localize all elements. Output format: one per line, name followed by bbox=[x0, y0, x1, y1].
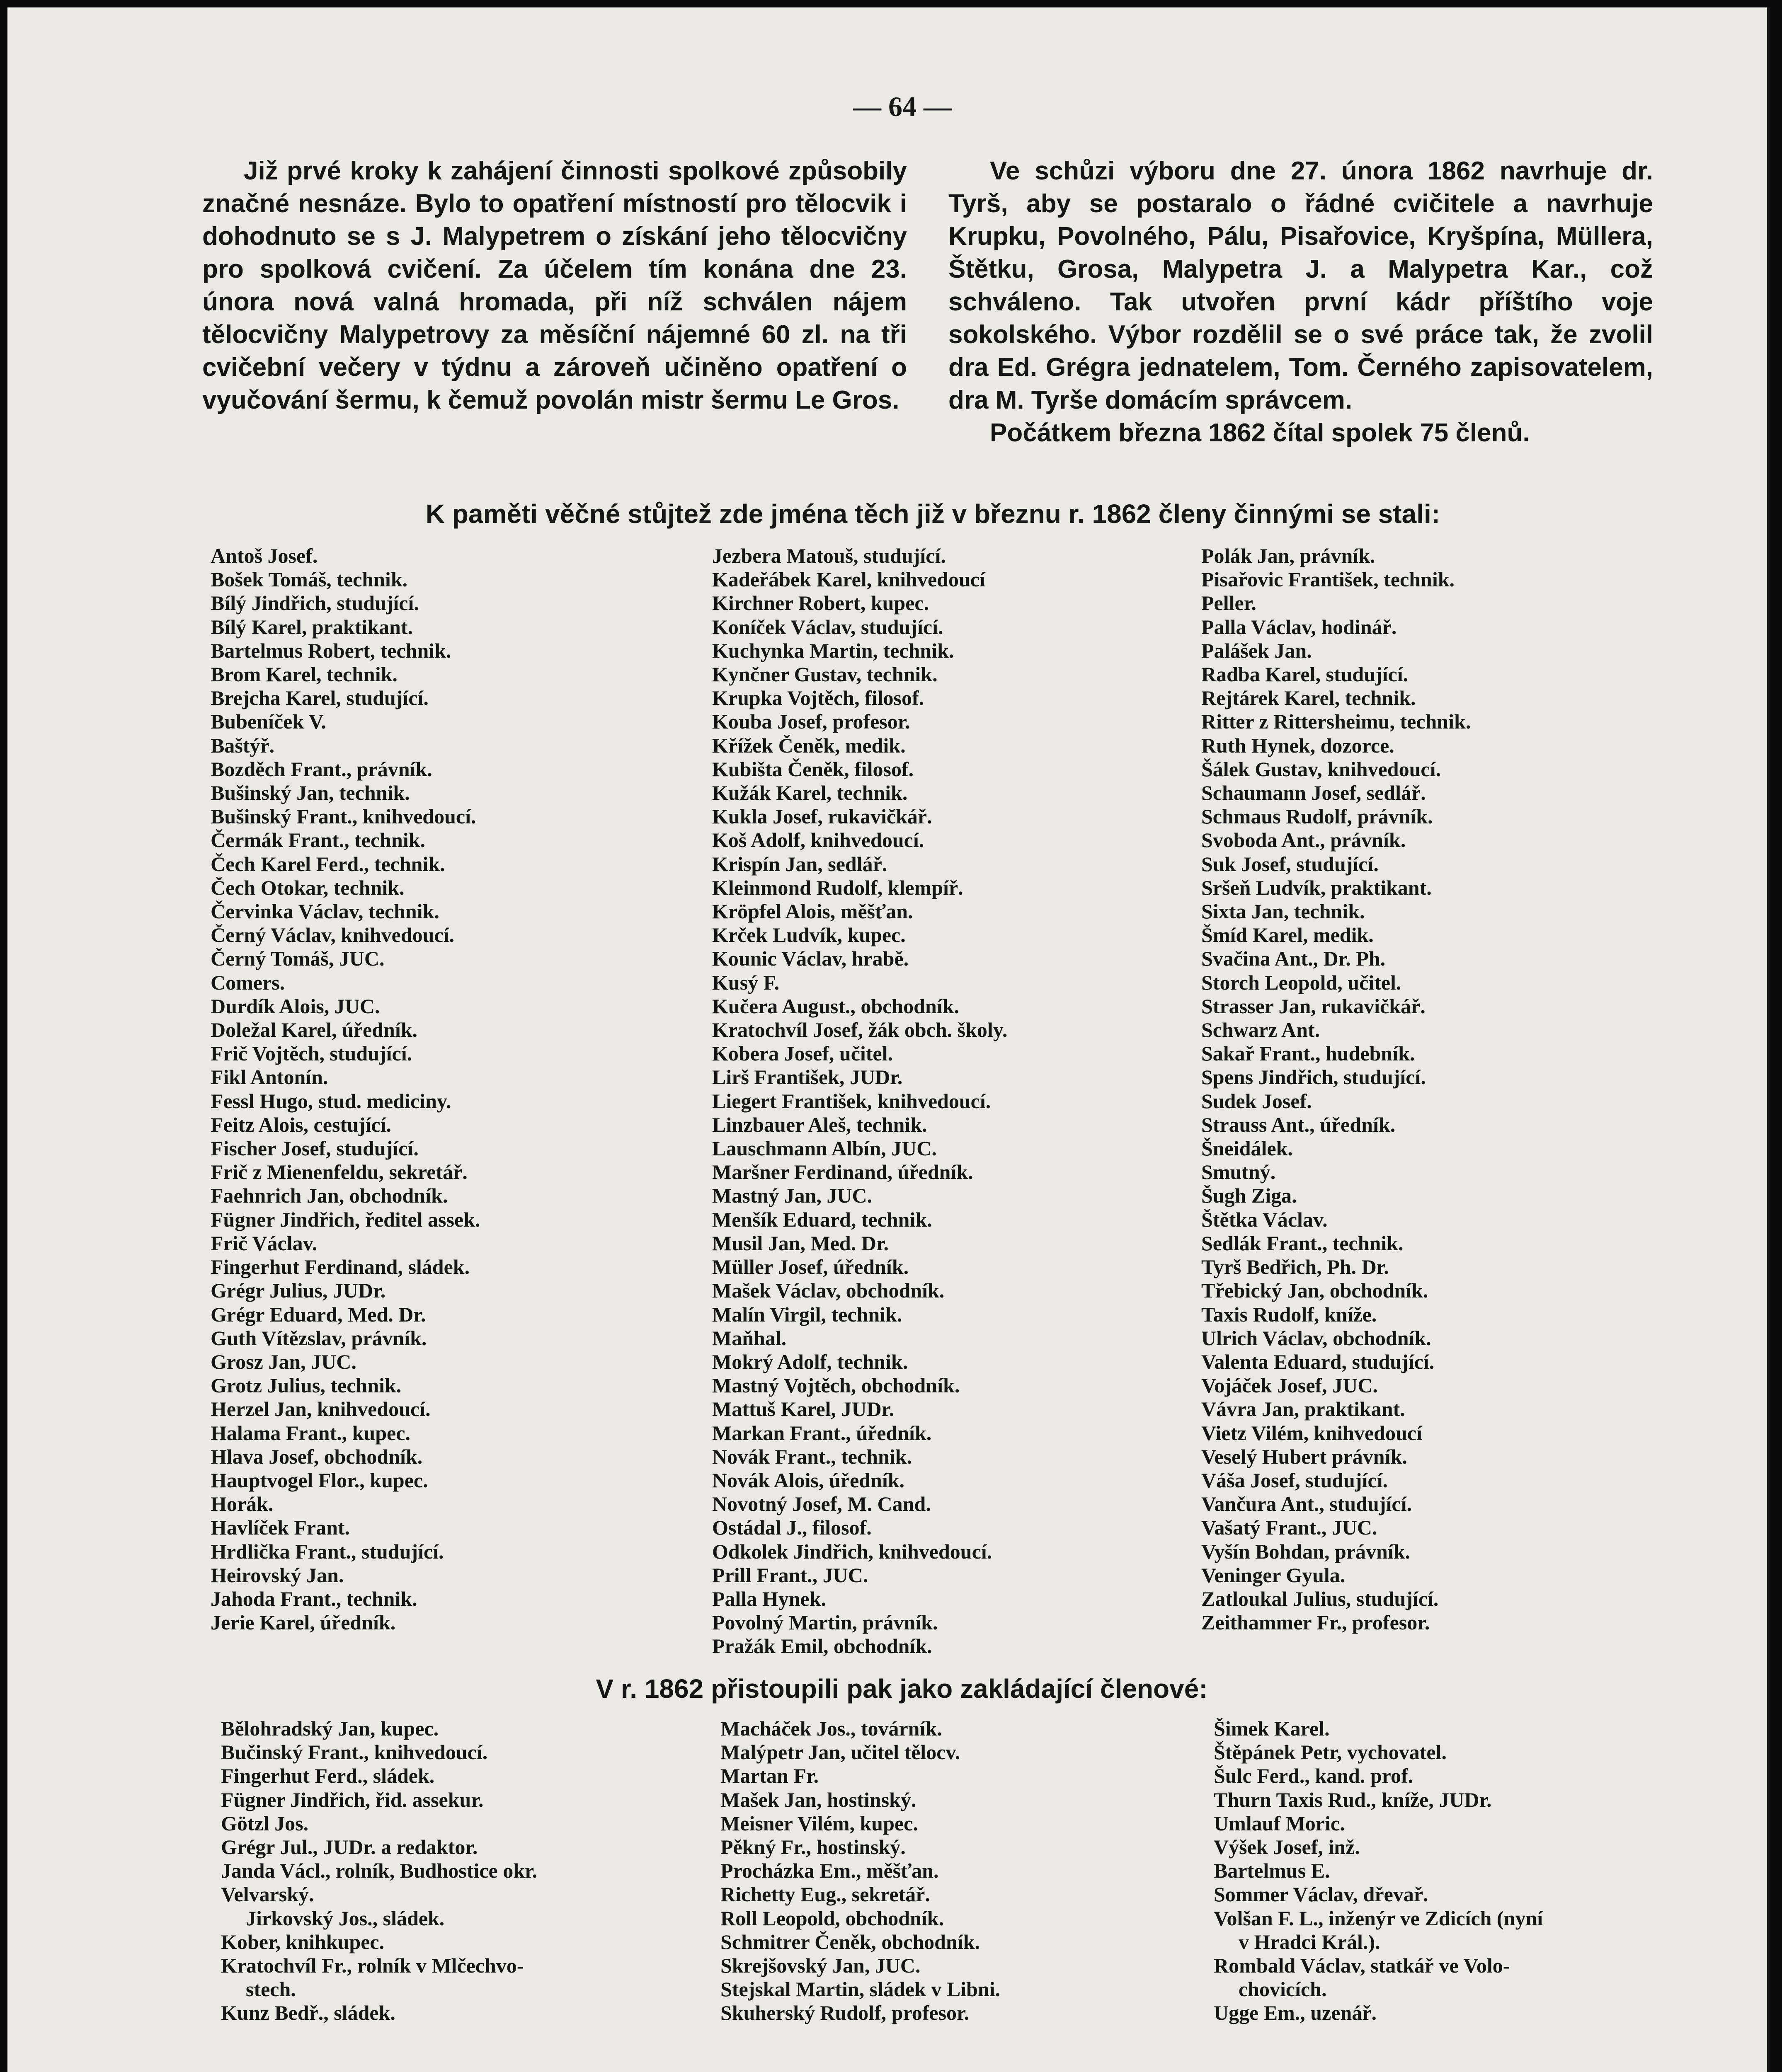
list-item: Durdík Alois, JUC. bbox=[211, 994, 380, 1018]
list-item: Kusý F. bbox=[712, 971, 780, 994]
page-number: — 64 — bbox=[853, 91, 952, 122]
list-item: Štěpánek Petr, vychovatel. bbox=[1214, 1740, 1447, 1764]
list-item: Mattuš Karel, JUDr. bbox=[712, 1397, 894, 1421]
book-page bbox=[7, 7, 1770, 2072]
list-item: Kubišta Čeněk, filosof. bbox=[712, 757, 914, 781]
list-item: Kober, knihkupec. bbox=[221, 1930, 385, 1953]
list-item: Červinka Václav, technik. bbox=[211, 900, 439, 923]
list-item: Výšek Josef, inž. bbox=[1214, 1835, 1360, 1859]
list-item: Schaumann Josef, sedlář. bbox=[1201, 781, 1426, 805]
list-item: Sedlák Frant., technik. bbox=[1201, 1231, 1404, 1255]
list-item: Pěkný Fr., hostinský. bbox=[720, 1835, 906, 1859]
intro-left-column bbox=[202, 155, 907, 416]
list-item: Sixta Jan, technik. bbox=[1201, 900, 1365, 923]
list-item: Pisařovic František, technik. bbox=[1201, 568, 1455, 591]
list-item: Kleinmond Rudolf, klempíř. bbox=[712, 876, 963, 899]
list-item: Bučinský Frant., knihvedoucí. bbox=[221, 1740, 488, 1764]
list-item: Lirš František, JUDr. bbox=[712, 1065, 903, 1089]
list-item: Skuherský Rudolf, profesor. bbox=[720, 2001, 970, 2025]
list-item: Polák Jan, právník. bbox=[1201, 544, 1375, 567]
list-item: Vyšín Bohdan, právník. bbox=[1201, 1539, 1410, 1563]
list-item: Maňhal. bbox=[712, 1326, 787, 1350]
list-item: Peller. bbox=[1201, 591, 1256, 615]
list-item: Tyrš Bedřich, Ph. Dr. bbox=[1201, 1255, 1389, 1279]
list-item: Kužák Karel, technik. bbox=[712, 781, 908, 805]
list-item: Frič z Mienenfeldu, sekretář. bbox=[211, 1160, 468, 1184]
list-item: Richetty Eug., sekretář. bbox=[720, 1883, 930, 1906]
list-item: Prill Frant., JUC. bbox=[712, 1563, 868, 1587]
list-item: Kratochvíl Josef, žák obch. školy. bbox=[712, 1018, 1008, 1042]
list-item: Taxis Rudolf, kníže. bbox=[1201, 1302, 1377, 1326]
list-item: Pražák Emil, obchodník. bbox=[712, 1634, 932, 1658]
list-item: Grosz Jan, JUC. bbox=[211, 1350, 356, 1373]
list-item: Heirovský Jan. bbox=[211, 1563, 344, 1587]
list-item: Ruth Hynek, dozorce. bbox=[1201, 733, 1394, 757]
list-item: Faehnrich Jan, obchodník. bbox=[211, 1184, 448, 1208]
list-item: Sakař Frant., hudebník. bbox=[1201, 1042, 1415, 1065]
list-item: Kuchynka Martin, technik. bbox=[712, 639, 954, 662]
list-item: Šálek Gustav, knihvedoucí. bbox=[1201, 757, 1441, 781]
list-item: Sommer Václav, dřevař. bbox=[1214, 1883, 1428, 1906]
list-item: Valenta Eduard, studující. bbox=[1201, 1350, 1435, 1373]
list-item: Novák Alois, úředník. bbox=[712, 1468, 905, 1492]
list-item: Svoboda Ant., právník. bbox=[1201, 828, 1406, 852]
members-list-col3 bbox=[1201, 544, 1471, 1634]
list-item: Jerie Karel, úředník. bbox=[211, 1611, 396, 1634]
list-item: Krupka Vojtěch, filosof. bbox=[712, 686, 924, 710]
list-item: Černý Václav, knihvedoucí. bbox=[211, 923, 455, 947]
list-item: Jezbera Matouš, studující. bbox=[712, 544, 946, 567]
list-item: Mastný Vojtěch, obchodník. bbox=[712, 1374, 960, 1397]
list-item: Rejtárek Karel, technik. bbox=[1201, 686, 1416, 710]
list-item: Sršeň Ludvík, praktikant. bbox=[1201, 876, 1432, 899]
list-item: Ugge Em., uzenář. bbox=[1214, 2001, 1377, 2025]
list-item: Šneidálek. bbox=[1201, 1137, 1293, 1160]
list-item: Malýpetr Jan, učitel tělocv. bbox=[720, 1740, 960, 1764]
list-item: Kadeřábek Karel, knihvedoucí bbox=[712, 568, 985, 591]
list-item: Doležal Karel, úředník. bbox=[211, 1018, 418, 1042]
list-item: Bělohradský Jan, kupec. bbox=[221, 1717, 439, 1740]
list-item: Vančura Ant., studující. bbox=[1201, 1492, 1412, 1516]
list-item: stech. bbox=[246, 1978, 296, 2001]
list-item: Schwarz Ant. bbox=[1201, 1018, 1320, 1042]
intro-right-paragraph-2: Počátkem března 1862 čítal spolek 75 členů. bbox=[990, 419, 1530, 447]
list-item: Spens Jindřich, studující. bbox=[1201, 1065, 1426, 1089]
list-item: Schmaus Rudolf, právník. bbox=[1201, 805, 1433, 828]
list-item: Novák Frant., technik. bbox=[712, 1445, 912, 1468]
list-item: Bušinský Frant., knihvedoucí. bbox=[211, 805, 476, 828]
list-item: Stejskal Martin, sládek v Libni. bbox=[720, 1978, 1001, 2001]
list-item: Rombald Václav, statkář ve Volo- bbox=[1214, 1954, 1510, 1978]
list-item: Thurn Taxis Rud., kníže, JUDr. bbox=[1214, 1788, 1492, 1811]
list-item: Kounic Václav, hrabě. bbox=[712, 947, 909, 971]
list-item: Fügner Jindřich, řid. assekur. bbox=[221, 1788, 484, 1811]
list-item: Lauschmann Albín, JUC. bbox=[712, 1137, 937, 1160]
list-item: Šulc Ferd., kand. prof. bbox=[1214, 1764, 1413, 1788]
list-item: Feitz Alois, cestující. bbox=[211, 1113, 391, 1136]
list-item: Storch Leopold, učitel. bbox=[1201, 971, 1401, 994]
list-item: Grégr Eduard, Med. Dr. bbox=[211, 1302, 426, 1326]
intro-right-paragraph-1: Ve schůzi výboru dne 27. února 1862 navrhuje dr. Tyrš, aby se postaralo o řádné cvičitele a navrhuje Krupku, Povolného, Pálu, Pisařovice, Kryšpína, Müllera, Štětku, Grosa, Malypetra J. a Malypetra Kar., což schváleno. Tak utvořen první kádr příštího voje sokolského. Výbor rozdělil se o své práce tak, že zvolil dra Ed. Grégra jednatelem, Tom. Černého zapisovatelem, dra M. Tyrše domácím správcem. bbox=[948, 157, 1653, 414]
list-item: Grotz Julius, technik. bbox=[211, 1374, 402, 1397]
list-item: Kunz Bedř., sládek. bbox=[221, 2001, 395, 2025]
list-item: Krispín Jan, sedlář. bbox=[712, 852, 887, 876]
list-item: Volšan F. L., inženýr ve Zdicích (nyní bbox=[1214, 1906, 1543, 1930]
members-list-col2 bbox=[712, 544, 1008, 1658]
list-item: Kröpfel Alois, měšťan. bbox=[712, 900, 913, 923]
founders-list-col1 bbox=[221, 1717, 537, 2025]
list-item: Palášek Jan. bbox=[1201, 639, 1312, 662]
list-item: Štětka Václav. bbox=[1201, 1208, 1328, 1231]
list-item: v Hradci Král.). bbox=[1239, 1930, 1380, 1953]
list-item: Čermák Frant., technik. bbox=[211, 828, 425, 852]
list-item: Horák. bbox=[211, 1492, 274, 1516]
intro-right-column bbox=[948, 155, 1653, 449]
list-item: Jahoda Frant., technik. bbox=[211, 1587, 417, 1610]
list-item: Bošek Tomáš, technik. bbox=[211, 568, 408, 591]
list-item: Umlauf Moric. bbox=[1214, 1811, 1345, 1835]
list-item: Bartelmus Robert, technik. bbox=[211, 639, 451, 662]
founders-list-col3 bbox=[1214, 1717, 1543, 2025]
list-item: Váša Josef, studující. bbox=[1201, 1468, 1388, 1492]
list-item: Mokrý Adolf, technik. bbox=[712, 1350, 908, 1373]
list-item: Koš Adolf, knihvedoucí. bbox=[712, 828, 924, 852]
list-item: Janda Václ., rolník, Budhostice okr. bbox=[221, 1859, 538, 1883]
list-item: Hrdlička Frant., studující. bbox=[211, 1539, 444, 1563]
list-item: Kučera August., obchodník. bbox=[712, 994, 959, 1018]
list-item: Frič Vojtěch, studující. bbox=[211, 1042, 412, 1065]
list-item: Povolný Martin, právník. bbox=[712, 1611, 938, 1634]
list-item: Sudek Josef. bbox=[1201, 1089, 1312, 1113]
list-item: Hlava Josef, obchodník. bbox=[211, 1445, 423, 1468]
list-item: Suk Josef, studující. bbox=[1201, 852, 1379, 876]
list-item: Kukla Josef, rukavičkář. bbox=[712, 805, 932, 828]
list-item: Skrejšovský Jan, JUC. bbox=[720, 1954, 921, 1978]
members-heading: K paměti věčné stůjtež zde jména těch již v březnu r. 1862 členy činnými se stali: bbox=[425, 499, 1440, 529]
list-item: Radba Karel, studující. bbox=[1201, 663, 1409, 686]
list-item: Comers. bbox=[211, 971, 285, 994]
list-item: Ulrich Václav, obchodník. bbox=[1201, 1326, 1431, 1350]
list-item: Musil Jan, Med. Dr. bbox=[712, 1231, 889, 1255]
list-item: Mastný Jan, JUC. bbox=[712, 1184, 873, 1208]
list-item: Krček Ludvík, kupec. bbox=[712, 923, 906, 947]
list-item: Jirkovský Jos., sládek. bbox=[246, 1906, 445, 1930]
list-item: Zeithammer Fr., profesor. bbox=[1201, 1611, 1430, 1634]
list-item: Menšík Eduard, technik. bbox=[712, 1208, 932, 1231]
list-item: Kouba Josef, profesor. bbox=[712, 710, 910, 733]
list-item: Müller Josef, úředník. bbox=[712, 1255, 909, 1279]
list-item: Grégr Jul., JUDr. a redaktor. bbox=[221, 1835, 478, 1859]
list-item: Liegert František, knihvedoucí. bbox=[712, 1089, 991, 1113]
list-item: Fügner Jindřich, ředitel assek. bbox=[211, 1208, 480, 1231]
list-item: Halama Frant., kupec. bbox=[211, 1421, 410, 1445]
list-item: Vojáček Josef, JUC. bbox=[1201, 1374, 1378, 1397]
list-item: Strasser Jan, rukavičkář. bbox=[1201, 994, 1426, 1018]
list-item: Odkolek Jindřich, knihvedoucí. bbox=[712, 1539, 992, 1563]
list-item: Šmíd Karel, medik. bbox=[1201, 923, 1374, 947]
list-item: Guth Vítězslav, právník. bbox=[211, 1326, 427, 1350]
list-item: Mašek Václav, obchodník. bbox=[712, 1279, 945, 1302]
list-item: Křížek Čeněk, medik. bbox=[712, 733, 906, 757]
list-item: Fingerhut Ferd., sládek. bbox=[221, 1764, 435, 1788]
list-item: Zatloukal Julius, studující. bbox=[1201, 1587, 1439, 1610]
list-item: Šimek Karel. bbox=[1214, 1717, 1330, 1740]
list-item: chovicích. bbox=[1239, 1978, 1327, 2001]
list-item: Markan Frant., úředník. bbox=[712, 1421, 932, 1445]
list-item: Martan Fr. bbox=[720, 1764, 819, 1788]
list-item: Meisner Vilém, kupec. bbox=[720, 1811, 918, 1835]
list-item: Baštýř. bbox=[211, 733, 275, 757]
list-item: Bartelmus E. bbox=[1214, 1859, 1330, 1883]
list-item: Procházka Em., měšťan. bbox=[720, 1859, 939, 1883]
list-item: Frič Václav. bbox=[211, 1231, 318, 1255]
list-item: Fikl Antonín. bbox=[211, 1065, 328, 1089]
list-item: Antoš Josef. bbox=[211, 544, 318, 567]
list-item: Kirchner Robert, kupec. bbox=[712, 591, 929, 615]
list-item: Koníček Václav, studující. bbox=[712, 615, 943, 639]
list-item: Palla Hynek. bbox=[712, 1587, 827, 1610]
list-item: Roll Leopold, obchodník. bbox=[720, 1906, 944, 1930]
intro-left-paragraph: Již prvé kroky k zahájení činnosti spolkové způsobily značné nesnáze. Bylo to opatření místností pro tělocvik i dohodnuto se s J. Malypetrem o získání jeho tělocvičny pro spolková cvičení. Za účelem tím konána dne 23. února nová valná hromada, při níž schválen nájem tělocvičny Malypetrovy za měsíční nájemné 60 zl. na tři cvičební večery v týdnu a zároveň učiněno opatření o vyučování šermu, k čemuž povolán mistr šermu Le Gros. bbox=[202, 157, 907, 414]
list-item: Macháček Jos., továrník. bbox=[720, 1717, 942, 1740]
list-item: Strauss Ant., úředník. bbox=[1201, 1113, 1396, 1136]
list-item: Veselý Hubert právník. bbox=[1201, 1445, 1407, 1468]
list-item: Ostádal J., filosof. bbox=[712, 1516, 872, 1539]
list-item: Bozděch Frant., právník. bbox=[211, 757, 432, 781]
founders-list-col2 bbox=[720, 1717, 1000, 2025]
list-item: Brom Karel, technik. bbox=[211, 663, 398, 686]
list-item: Veninger Gyula. bbox=[1201, 1563, 1346, 1587]
list-item: Fischer Josef, studující. bbox=[211, 1137, 419, 1160]
list-item: Linzbauer Aleš, technik. bbox=[712, 1113, 927, 1136]
list-item: Čech Karel Ferd., technik. bbox=[211, 852, 445, 876]
list-item: Maršner Ferdinand, úředník. bbox=[712, 1160, 973, 1184]
list-item: Bubeníček V. bbox=[211, 710, 326, 733]
list-item: Mašek Jan, hostinský. bbox=[720, 1788, 916, 1811]
list-item: Šugh Ziga. bbox=[1201, 1184, 1297, 1208]
list-item: Třebický Jan, obchodník. bbox=[1201, 1279, 1428, 1302]
list-item: Götzl Jos. bbox=[221, 1811, 309, 1835]
members-list-col1 bbox=[211, 544, 480, 1634]
list-item: Vašatý Frant., JUC. bbox=[1201, 1516, 1377, 1539]
list-item: Bílý Karel, praktikant. bbox=[211, 615, 413, 639]
list-item: Herzel Jan, knihvedoucí. bbox=[211, 1397, 431, 1421]
list-item: Kratochvíl Fr., rolník v Mlčechvo- bbox=[221, 1954, 524, 1978]
list-item: Schmitrer Čeněk, obchodník. bbox=[720, 1930, 980, 1953]
list-item: Hauptvogel Flor., kupec. bbox=[211, 1468, 428, 1492]
list-item: Smutný. bbox=[1201, 1160, 1276, 1184]
list-item: Čech Otokar, technik. bbox=[211, 876, 405, 899]
list-item: Vávra Jan, praktikant. bbox=[1201, 1397, 1405, 1421]
list-item: Svačina Ant., Dr. Ph. bbox=[1201, 947, 1386, 971]
list-item: Fingerhut Ferdinand, sládek. bbox=[211, 1255, 470, 1279]
list-item: Malín Virgil, technik. bbox=[712, 1302, 902, 1326]
list-item: Černý Tomáš, JUC. bbox=[211, 947, 385, 971]
list-item: Grégr Julius, JUDr. bbox=[211, 1279, 386, 1302]
list-item: Kynčner Gustav, technik. bbox=[712, 663, 938, 686]
list-item: Havlíček Frant. bbox=[211, 1516, 350, 1539]
list-item: Brejcha Karel, studující. bbox=[211, 686, 429, 710]
founders-heading: V r. 1862 přistoupili pak jako zakládající členové: bbox=[596, 1674, 1208, 1704]
list-item: Vietz Vilém, knihvedoucí bbox=[1201, 1421, 1422, 1445]
list-item: Velvarský. bbox=[221, 1883, 314, 1906]
list-item: Bušinský Jan, technik. bbox=[211, 781, 410, 805]
list-item: Novotný Josef, M. Cand. bbox=[712, 1492, 931, 1516]
list-item: Fessl Hugo, stud. mediciny. bbox=[211, 1089, 451, 1113]
list-item: Bílý Jindřich, studující. bbox=[211, 591, 419, 615]
list-item: Ritter z Rittersheimu, technik. bbox=[1201, 710, 1471, 733]
list-item: Kobera Josef, učitel. bbox=[712, 1042, 893, 1065]
list-item: Palla Václav, hodinář. bbox=[1201, 615, 1397, 639]
